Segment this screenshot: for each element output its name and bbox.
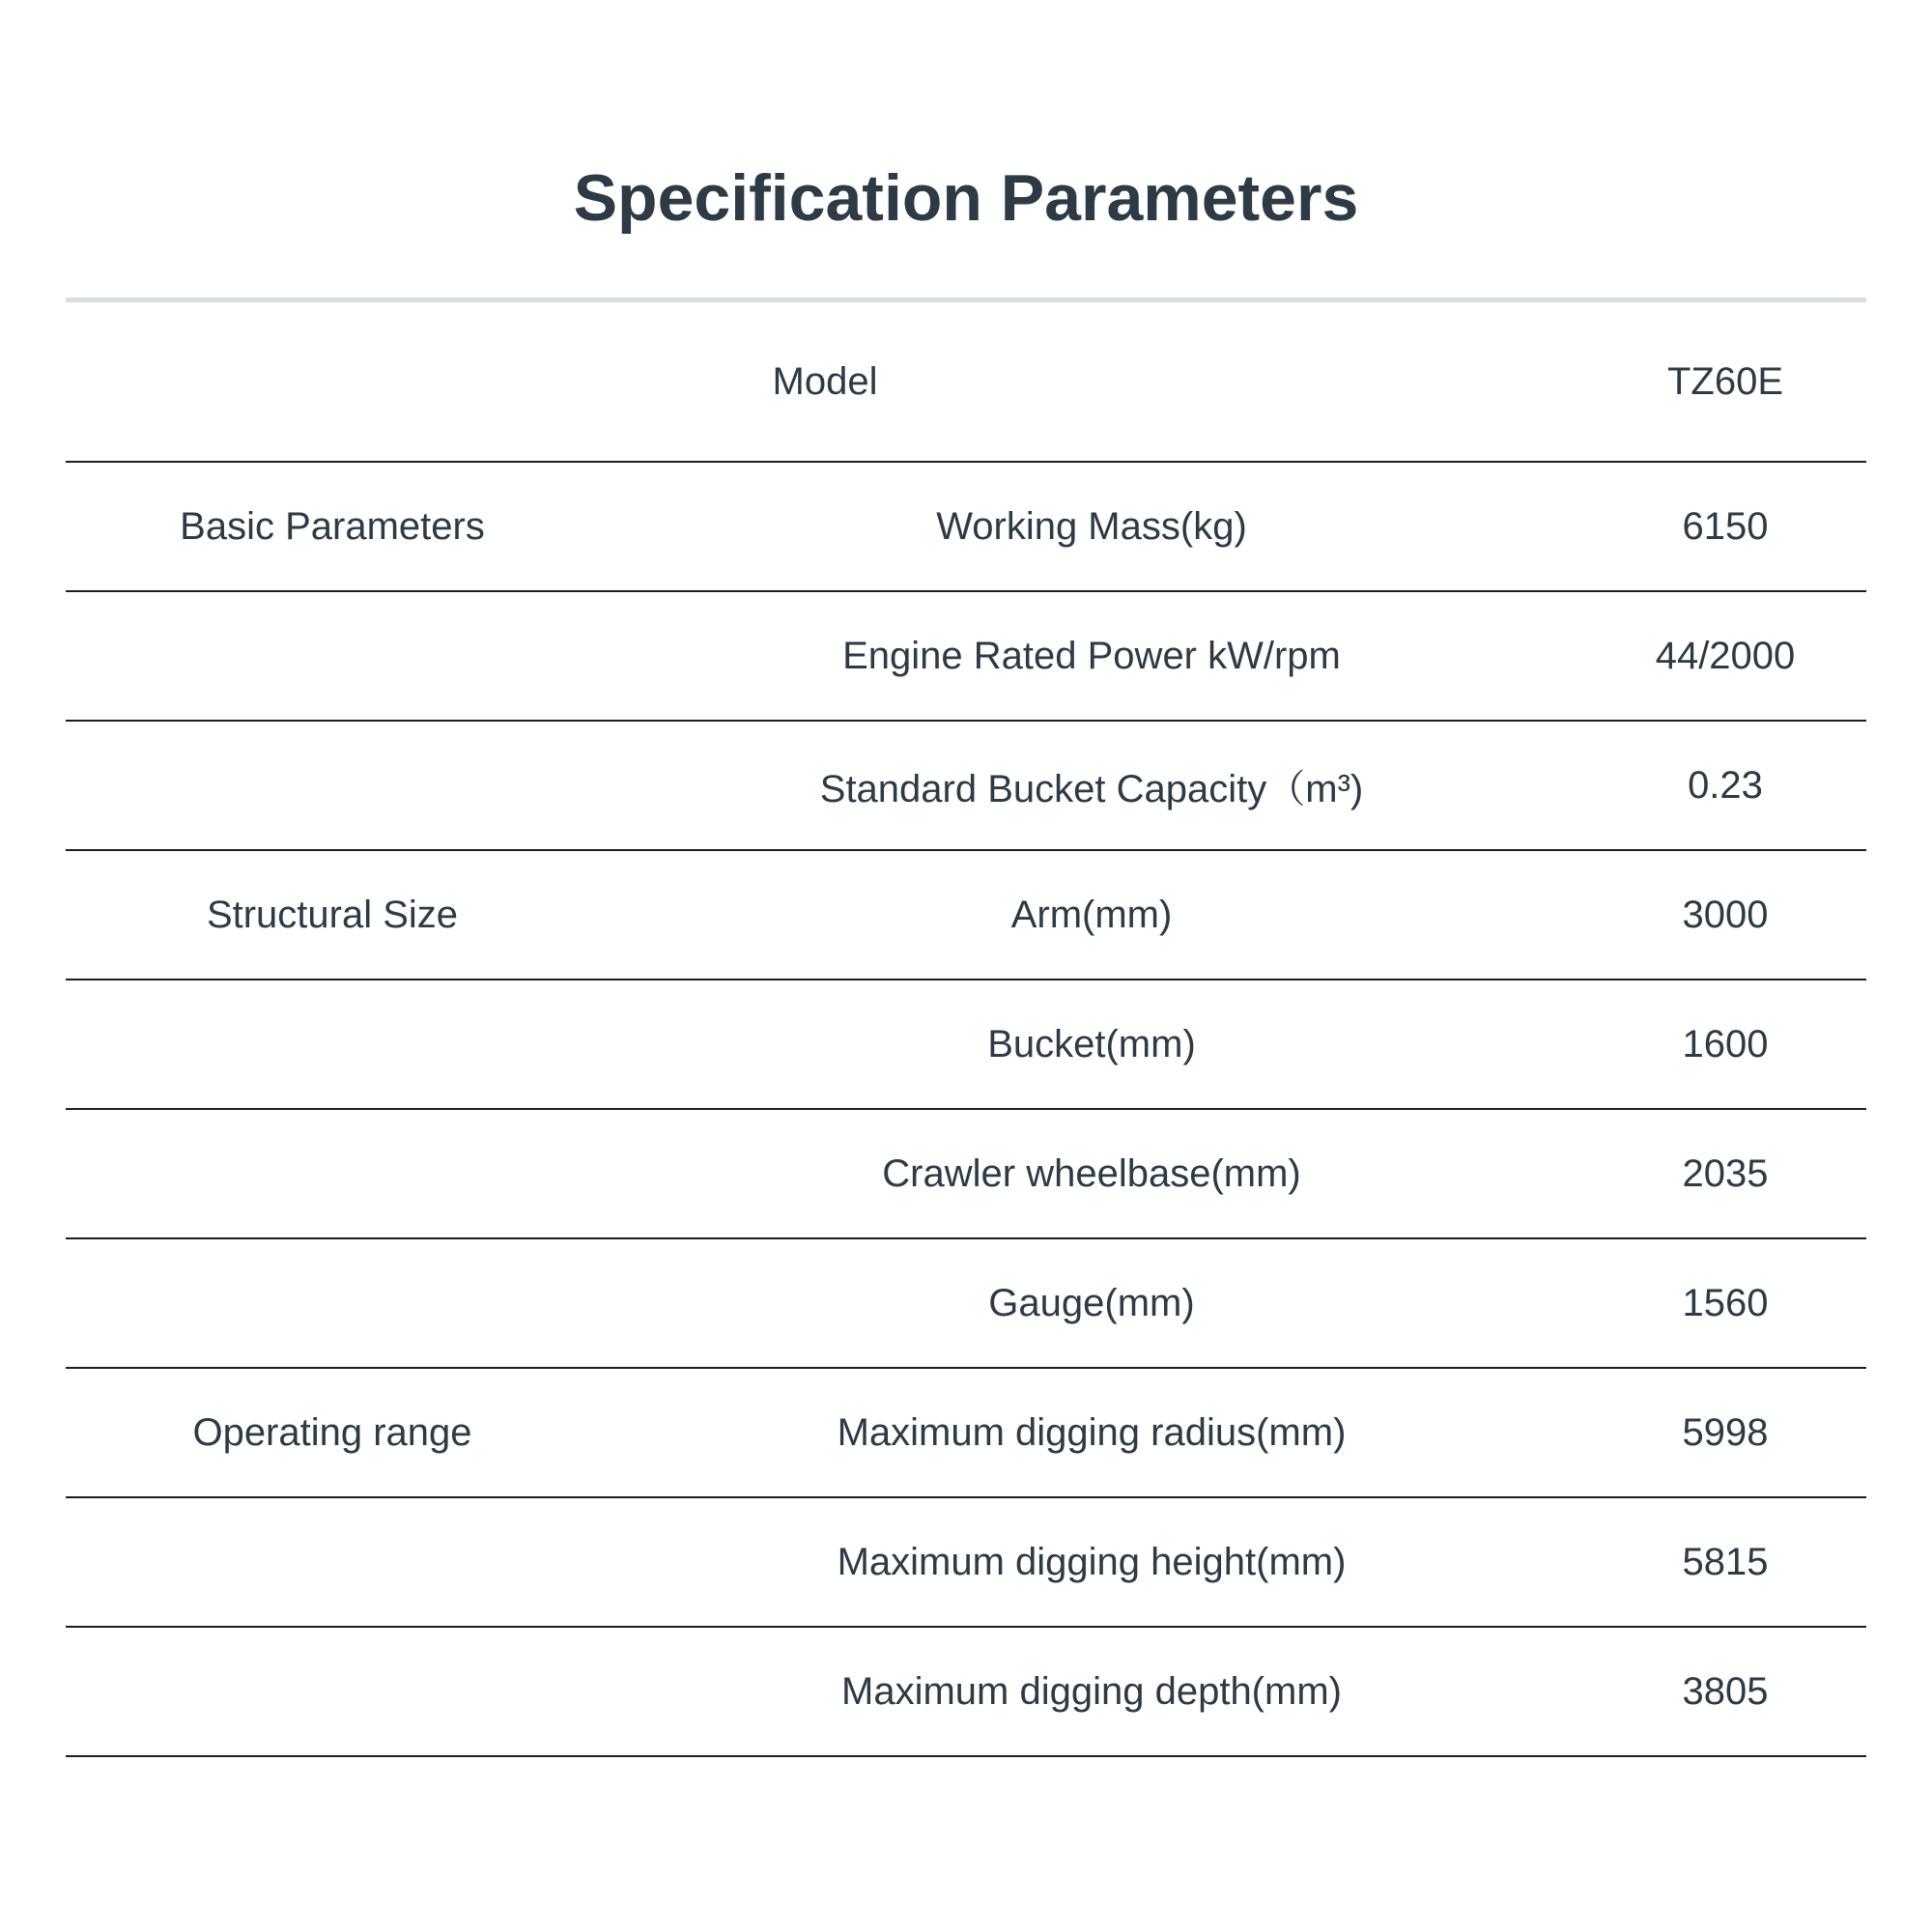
table-row — [66, 1239, 1866, 1369]
row-value: 6150 — [1682, 504, 1769, 548]
row-category — [66, 1110, 599, 1237]
row-parameter: Bucket(mm) — [987, 1022, 1196, 1065]
row-category: Operating range — [192, 1410, 472, 1454]
header-model-label: Model — [772, 359, 878, 403]
row-category: Basic Parameters — [180, 504, 485, 548]
row-value: 1560 — [1682, 1281, 1769, 1324]
table-row — [66, 1369, 1866, 1498]
row-parameter: Crawler wheelbase(mm) — [882, 1151, 1301, 1195]
row-value: 1600 — [1682, 1022, 1769, 1065]
row-category — [66, 980, 599, 1108]
row-value: 2035 — [1682, 1151, 1769, 1195]
row-category — [66, 1628, 599, 1755]
row-parameter: Gauge(mm) — [988, 1281, 1195, 1324]
row-category: Structural Size — [206, 893, 459, 936]
table-row — [66, 1498, 1866, 1628]
row-category — [66, 592, 599, 720]
table-row — [66, 592, 1866, 722]
row-parameter: Engine Rated Power kW/rpm — [842, 634, 1341, 677]
row-category — [66, 1498, 599, 1626]
table-row — [66, 851, 1866, 980]
row-value: 0.23 — [1688, 763, 1763, 807]
row-value: 3805 — [1682, 1669, 1769, 1713]
header-model-value: TZ60E — [1666, 359, 1784, 403]
row-parameter: Working Mass(kg) — [936, 504, 1247, 548]
table-row — [66, 1628, 1866, 1757]
table-row — [66, 463, 1866, 592]
row-value: 3000 — [1682, 893, 1769, 936]
row-category — [66, 722, 599, 849]
row-parameter: Arm(mm) — [1010, 893, 1173, 936]
page-title: Specification Parameters — [573, 161, 1359, 235]
row-parameter: Maximum digging depth(mm) — [841, 1669, 1342, 1713]
row-value: 5998 — [1682, 1410, 1769, 1454]
table-row — [66, 1110, 1866, 1239]
table-row — [66, 980, 1866, 1110]
row-value: 5815 — [1682, 1540, 1769, 1583]
row-parameter: Maximum digging radius(mm) — [837, 1410, 1347, 1454]
row-category — [66, 1239, 599, 1367]
table-header-row — [66, 302, 1866, 463]
row-value: 44/2000 — [1655, 634, 1796, 677]
spec-table — [66, 302, 1866, 1757]
table-row — [66, 722, 1866, 851]
row-parameter: Standard Bucket Capacity（m³) — [819, 767, 1364, 810]
row-parameter: Maximum digging height(mm) — [837, 1540, 1347, 1583]
